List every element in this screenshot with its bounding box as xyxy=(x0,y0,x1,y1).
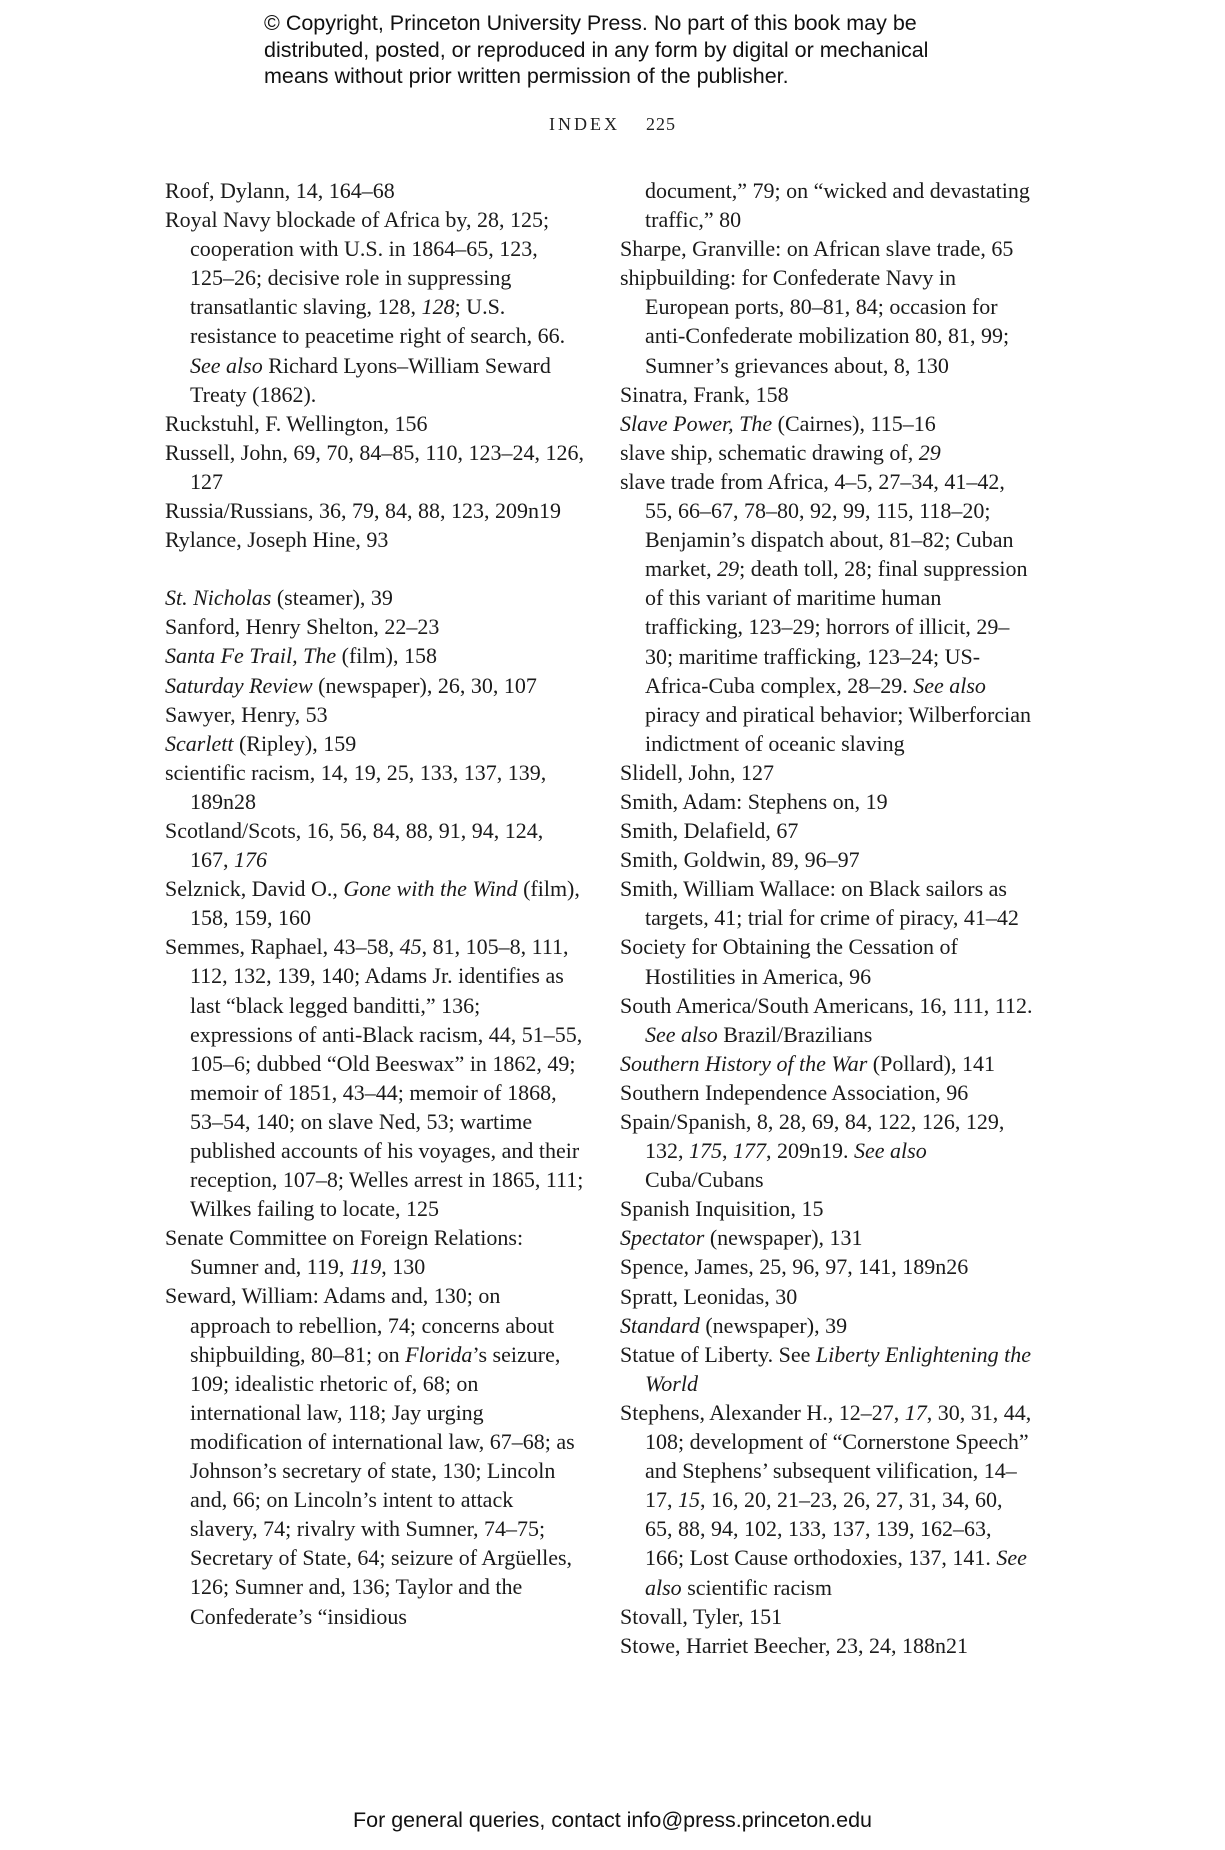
copyright-notice xyxy=(264,10,1024,90)
index-entry xyxy=(620,409,1035,438)
index-entry xyxy=(165,525,585,554)
index-entry-text: ; death toll, 28; final suppression of this variant of maritime human trafficking, 123–29; horrors of illicit, 29–30; maritime trafficking, 123–24; US-Africa-Cuba complex, 28–29. xyxy=(645,556,1028,698)
index-entry xyxy=(165,816,585,874)
index-entry-italic: Standard xyxy=(620,1312,700,1338)
index-entry xyxy=(165,612,585,641)
index-entry-text: Rylance, Joseph Hine, 93 xyxy=(165,527,389,553)
index-entry-text: Sanford, Henry Shelton, 22–23 xyxy=(165,614,440,640)
index-entry xyxy=(165,641,585,670)
index-entry-italic: Scarlett xyxy=(165,730,234,756)
index-entry-text: Southern Independence Association, 96 xyxy=(620,1079,969,1105)
index-entry xyxy=(165,176,585,205)
index-entry-italic: 29 xyxy=(717,556,740,582)
footer-contact: For general queries, contact info@press.princeton.edu xyxy=(352,1808,872,1832)
index-entry-text: Seward, William: Adams and, 130; on approach to rebellion, 74; concerns about shipbuilding, 80–81; on xyxy=(165,1283,555,1367)
index-entry-italic: See also xyxy=(645,1021,718,1047)
index-entry-italic: 15 xyxy=(678,1487,700,1513)
index-entry-text: , 130 xyxy=(381,1254,426,1280)
index-entry xyxy=(620,1602,1035,1631)
index-entry xyxy=(620,787,1035,816)
index-entry-text: Sawyer, Henry, 53 xyxy=(165,701,328,727)
index-entry-text: (newspaper), 26, 30, 107 xyxy=(312,672,537,698)
index-entry-text: Spratt, Leonidas, 30 xyxy=(620,1283,798,1309)
index-entry-italic: 29 xyxy=(918,439,941,465)
index-entry-text: slave trade from Africa, 4–5, 27–34, 41–42, 55, 66–67, 78–80, 92, 99, 115, 118–20; Benjamin’s dispatch about, 81–82; Cuban market, xyxy=(620,468,1014,582)
index-entry xyxy=(165,438,585,496)
index-entry-text: Scotland/Scots, 16, 56, 84, 88, 91, 94, 124, 167, xyxy=(165,817,544,873)
index-entry-text: Russell, John, 69, 70, 84–85, 110, 123–24, 126, 127 xyxy=(165,439,585,494)
index-entry xyxy=(620,1078,1035,1107)
index-entry-italic: Gone with the Wind xyxy=(343,876,518,902)
index-entry-italic: 175 xyxy=(689,1138,722,1164)
index-entry xyxy=(165,583,585,612)
index-entry-text: , xyxy=(722,1138,733,1164)
letter-group-gap xyxy=(165,554,585,583)
index-entry-text: Sinatra, Frank, 158 xyxy=(620,381,789,407)
index-entry-text: Cuba/Cubans xyxy=(645,1167,764,1193)
index-entry xyxy=(620,991,1035,1049)
index-entry xyxy=(165,758,585,816)
index-entry xyxy=(165,1223,585,1281)
index-entry-text: (Ripley), 159 xyxy=(233,730,357,756)
index-entry-text: slave ship, schematic drawing of, xyxy=(620,439,919,465)
index-entry-text: Senate Committee on Foreign Relations: Sumner and, 119, xyxy=(165,1225,524,1280)
index-entry xyxy=(620,1194,1035,1223)
index-entry-italic: Slave Power, The xyxy=(620,410,773,436)
index-entry-text: Smith, William Wallace: on Black sailors as targets, 41; trial for crime of piracy, 41–42 xyxy=(620,876,1019,931)
index-entry-italic: Florida xyxy=(405,1341,473,1367)
index-entry-italic: 128 xyxy=(421,294,455,320)
index-entry xyxy=(620,932,1035,990)
index-entry-text: (film), 158, 159, 160 xyxy=(190,876,580,931)
index-entry-text: Spain/Spanish, 8, 28, 69, 84, 122, 126, 129, 132, xyxy=(620,1109,1005,1164)
index-entry xyxy=(165,729,585,758)
index-entry-text: Stephens, Alexander H., 12–27, xyxy=(620,1399,905,1425)
index-entry-italic: 17 xyxy=(904,1399,927,1425)
running-head xyxy=(0,114,1225,135)
index-entry-text: ; U.S. resistance to peacetime right of search, 66. xyxy=(190,294,566,349)
index-entry-italic: 45 xyxy=(399,934,422,960)
index-entry-text: Smith, Adam: Stephens on, 19 xyxy=(620,788,888,814)
index-column-left xyxy=(165,176,585,1631)
index-entry xyxy=(620,380,1035,409)
index-entry xyxy=(165,874,585,932)
index-entry xyxy=(165,205,585,409)
index-entry xyxy=(165,496,585,525)
index-entry-text: Spanish Inquisition, 15 xyxy=(620,1196,824,1222)
index-entry-text: Brazil/Brazilians xyxy=(717,1021,873,1047)
index-entry-text: Semmes, Raphael, 43–58, xyxy=(165,934,400,960)
index-entry xyxy=(620,1398,1035,1602)
index-entry-text: , 16, 20, 21–23, 26, 27, 31, 34, 60, 65, 88, 94, 102, 133, 137, 139, 162–63, 166; Lost Cause orthodoxies, 137, 141. xyxy=(645,1487,1003,1571)
index-entry-italic: See also xyxy=(854,1138,927,1164)
index-entry-text: piracy and piratical behavior; Wilberforcian indictment of oceanic slaving xyxy=(645,701,1031,756)
index-entry-text: (film), 158 xyxy=(336,643,437,669)
index-entry-text: ’s seizure, 109; idealistic rhetoric of, 68; on international law, 118; Jay urging modification of international law, 67–68; as Johnson’s secretary of state, 130; Lincoln and, 66; on Lincoln’s intent to attack slavery, 74; rivalry with Sumner, 74–75; Secretary of State, 64; seizure of Argüelles, 126; Sumner and, 136; Taylor and the Confederate’s “insidious xyxy=(190,1341,575,1629)
index-entry-italic: See also xyxy=(645,1545,1027,1600)
index-entry-italic: Saturday Review xyxy=(165,672,313,698)
index-entry-text: Ruckstuhl, F. Wellington, 156 xyxy=(165,410,428,436)
index-entry-italic: Santa Fe Trail, The xyxy=(165,643,337,669)
index-entry-text: Selznick, David O., xyxy=(165,876,344,902)
index-entry-text: South America/South Americans, 16, 111, 112. xyxy=(620,992,1033,1018)
index-entry-text: Stovall, Tyler, 151 xyxy=(620,1603,783,1629)
index-entry-text: Spence, James, 25, 96, 97, 141, 189n26 xyxy=(620,1254,969,1280)
index-entry-text: , 30, 31, 44, 108; development of “Cornerstone Speech” and Stephens’ subsequent vilification, 14–17, xyxy=(645,1399,1032,1513)
index-entry xyxy=(620,1340,1035,1398)
index-entry xyxy=(620,234,1035,263)
index-entry-text: document,” 79; on “wicked and devastating traffic,” 80 xyxy=(645,178,1030,233)
index-entry xyxy=(620,438,1035,467)
index-entry xyxy=(620,1252,1035,1281)
index-entry-text: (steamer), 39 xyxy=(271,585,393,611)
index-column-right xyxy=(620,176,1035,1660)
index-entry xyxy=(620,758,1035,787)
index-entry xyxy=(620,1107,1035,1194)
index-entry xyxy=(620,176,1035,234)
index-entry xyxy=(620,1049,1035,1078)
index-entry xyxy=(620,1282,1035,1311)
copyright-line-2: distributed, posted, or reproduced in any form by digital or mechanical xyxy=(264,37,929,62)
index-entry-text: Slidell, John, 127 xyxy=(620,759,775,785)
index-entry-italic: 177 xyxy=(733,1138,766,1164)
index-entry-text: scientific racism, 14, 19, 25, 133, 137, 139, 189n28 xyxy=(165,759,547,814)
index-entry xyxy=(620,816,1035,845)
index-entry xyxy=(620,1311,1035,1340)
index-entry-text: , 209n19. xyxy=(766,1138,854,1164)
index-entry-text: (newspaper), 39 xyxy=(699,1312,848,1338)
index-entry xyxy=(165,1281,585,1630)
index-entry xyxy=(620,874,1035,932)
index-entry-text: (Cairnes), 115–16 xyxy=(772,410,936,436)
index-entry-text: (Pollard), 141 xyxy=(867,1050,995,1076)
index-entry xyxy=(165,409,585,438)
index-entry xyxy=(620,1631,1035,1660)
index-entry-text: Society for Obtaining the Cessation of Hostilities in America, 96 xyxy=(620,934,958,989)
index-entry-text: scientific racism xyxy=(681,1574,832,1600)
index-entry-italic: St. Nicholas xyxy=(165,585,272,611)
index-entry-text: Russia/Russians, 36, 79, 84, 88, 123, 209n19 xyxy=(165,498,562,524)
index-entry-text: Richard Lyons–William Seward Treaty (1862). xyxy=(190,352,551,407)
index-entry-text: Statue of Liberty. See xyxy=(620,1341,816,1367)
copyright-line-1: © Copyright, Princeton University Press. No part of this book may be xyxy=(264,11,917,35)
index-entry-italic: Spectator xyxy=(620,1225,705,1251)
running-head-label: INDEX xyxy=(549,114,620,134)
page-number: 225 xyxy=(646,114,676,134)
index-entry-italic: 176 xyxy=(234,847,267,873)
index-entry-text: Stowe, Harriet Beecher, 23, 24, 188n21 xyxy=(620,1632,968,1658)
index-entry-text: Smith, Delafield, 67 xyxy=(620,818,799,844)
index-entry-italic: 119 xyxy=(349,1254,382,1280)
index-entry xyxy=(165,671,585,700)
index-entry-text: (newspaper), 131 xyxy=(704,1225,863,1251)
index-entry-text: Smith, Goldwin, 89, 96–97 xyxy=(620,847,860,873)
index-entry-text: shipbuilding: for Confederate Navy in European ports, 80–81, 84; occasion for anti-Confederate mobilization 80, 81, 99; Sumner’s grievances about, 8, 130 xyxy=(620,265,1010,378)
index-entry-text: Sharpe, Granville: on African slave trade, 65 xyxy=(620,236,1014,262)
index-entry-text: , 81, 105–8, 111, 112, 132, 139, 140; Adams Jr. identifies as last “black legged banditti,” 136; expressions of anti-Black racism, 44, 51–55, 105–6; dubbed “Old Beeswax” in 1862, 49; memoir of 1851, 43–44; memoir of 1868, 53–54, 140; on slave Ned, 53; wartime published accounts of his voyages, and their reception, 107–8; Welles arrest in 1865, 111; Wilkes failing to locate, 125 xyxy=(190,934,584,1222)
copyright-line-3: means without prior written permission of the publisher. xyxy=(264,64,789,88)
index-entry-italic: See also xyxy=(190,352,263,378)
index-entry xyxy=(620,263,1035,379)
index-entry xyxy=(165,700,585,729)
index-entry-italic: See also xyxy=(913,672,986,698)
index-entry-text: Roof, Dylann, 14, 164–68 xyxy=(165,178,395,203)
index-entry xyxy=(620,467,1035,758)
index-entry xyxy=(620,1223,1035,1252)
index-entry-text: Royal Navy blockade of Africa by, 28, 125; cooperation with U.S. in 1864–65, 123, 125–26; decisive role in suppressing transatlantic slaving, 128, xyxy=(165,207,550,320)
index-entry-italic: Southern History of the War xyxy=(620,1050,868,1076)
index-entry-italic: Liberty Enlightening the World xyxy=(645,1341,1031,1396)
index-entry xyxy=(620,845,1035,874)
index-entry xyxy=(165,932,585,1223)
